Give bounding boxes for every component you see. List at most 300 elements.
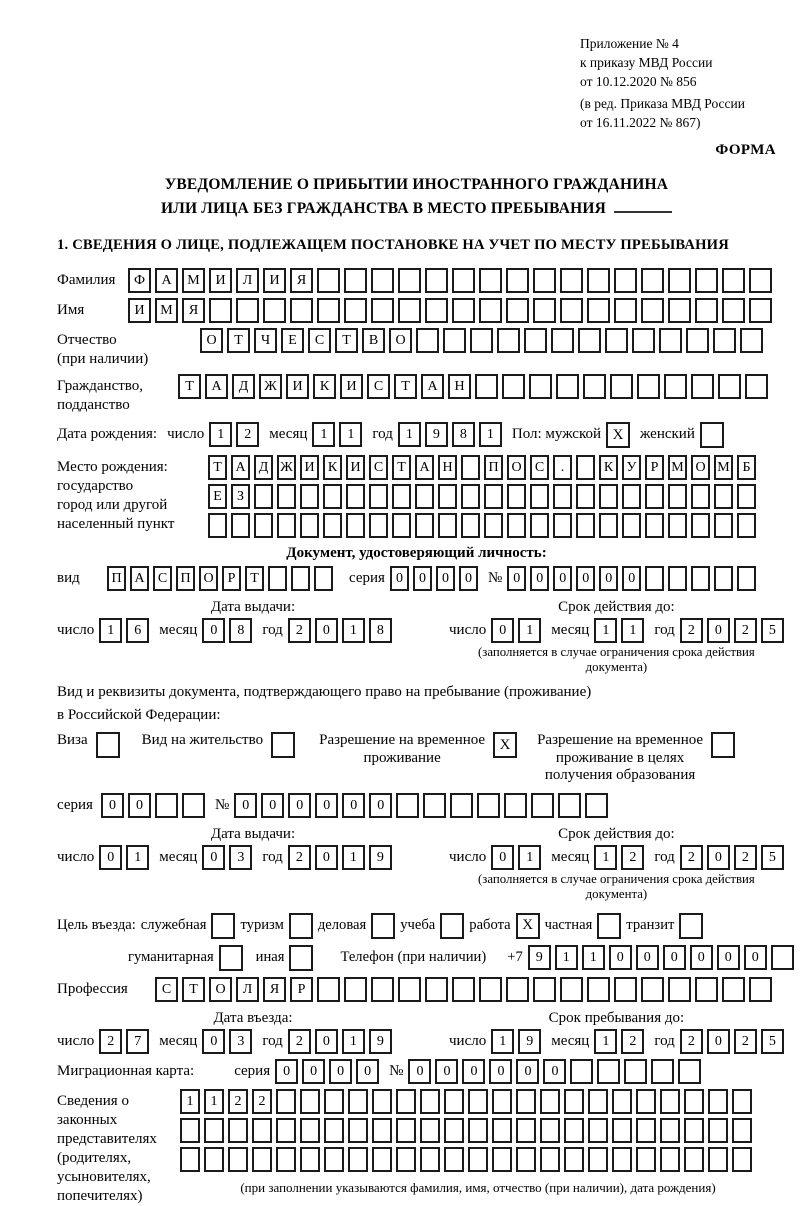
char-cell[interactable]: 2 [228,1089,248,1114]
char-cell[interactable]: А [421,374,444,399]
checkbox-temp-residence[interactable]: X [493,732,517,758]
char-cell[interactable]: 0 [202,1029,225,1054]
checkbox-purpose-tourism[interactable] [289,913,313,939]
char-cell[interactable]: К [313,374,336,399]
char-cell[interactable]: 9 [518,1029,541,1054]
char-cell[interactable] [300,513,319,538]
char-cell[interactable]: 0 [99,845,122,870]
char-cell[interactable] [612,1118,632,1143]
char-cell[interactable] [551,328,574,353]
char-cell[interactable] [369,513,388,538]
char-cell[interactable] [641,268,664,293]
char-cell[interactable] [344,298,367,323]
char-cell[interactable]: Л [236,268,259,293]
char-cell[interactable] [425,268,448,293]
char-cell[interactable] [622,513,641,538]
char-cell[interactable] [740,328,763,353]
char-cell[interactable]: Л [236,977,259,1002]
char-cell[interactable]: 0 [288,793,311,818]
char-cell[interactable] [324,1089,344,1114]
char-cell[interactable]: 9 [528,945,551,970]
checkbox-temp-residence-education[interactable] [711,732,735,758]
char-cell[interactable]: 2 [734,618,757,643]
char-cell[interactable] [624,1059,647,1084]
char-cell[interactable]: О [200,328,223,353]
char-cell[interactable]: 9 [369,845,392,870]
char-cell[interactable] [668,298,691,323]
char-cell[interactable] [641,977,664,1002]
char-cell[interactable]: 1 [126,845,149,870]
char-cell[interactable] [610,374,633,399]
char-cell[interactable]: 2 [99,1029,122,1054]
char-cell[interactable] [348,1118,368,1143]
char-cell[interactable] [576,484,595,509]
char-cell[interactable]: 0 [707,845,730,870]
char-cell[interactable] [531,793,554,818]
char-cell[interactable] [599,484,618,509]
char-cell[interactable]: 2 [288,845,311,870]
checkbox-purpose-transit[interactable] [679,913,703,939]
char-cell[interactable] [317,977,340,1002]
char-cell[interactable] [314,566,333,591]
char-cell[interactable]: 1 [99,618,122,643]
char-cell[interactable] [461,484,480,509]
char-cell[interactable] [276,1118,296,1143]
char-cell[interactable]: Я [182,298,205,323]
char-cell[interactable] [438,513,457,538]
char-cell[interactable] [605,328,628,353]
char-cell[interactable] [371,977,394,1002]
char-cell[interactable]: 0 [530,566,549,591]
char-cell[interactable]: Р [290,977,313,1002]
char-cell[interactable]: 1 [180,1089,200,1114]
char-cell[interactable] [708,1089,728,1114]
char-cell[interactable] [507,513,526,538]
checkbox-female[interactable] [700,422,724,448]
char-cell[interactable]: О [691,455,710,480]
char-cell[interactable] [204,1147,224,1172]
char-cell[interactable]: 0 [491,618,514,643]
char-cell[interactable] [737,484,756,509]
char-cell[interactable] [420,1089,440,1114]
char-cell[interactable] [372,1118,392,1143]
char-cell[interactable]: О [389,328,412,353]
char-cell[interactable]: 1 [594,618,617,643]
char-cell[interactable]: П [107,566,126,591]
char-cell[interactable]: 2 [680,1029,703,1054]
char-cell[interactable] [344,268,367,293]
char-cell[interactable] [718,374,741,399]
char-cell[interactable]: 0 [663,945,686,970]
char-cell[interactable] [737,566,756,591]
char-cell[interactable] [529,374,552,399]
char-cell[interactable]: И [128,298,151,323]
char-cell[interactable]: 0 [275,1059,298,1084]
char-cell[interactable] [722,977,745,1002]
char-cell[interactable] [722,268,745,293]
char-cell[interactable] [263,298,286,323]
char-cell[interactable]: 0 [707,618,730,643]
char-cell[interactable] [398,298,421,323]
char-cell[interactable] [645,513,664,538]
char-cell[interactable] [300,484,319,509]
checkbox-residence-permit[interactable] [271,732,295,758]
char-cell[interactable]: Т [178,374,201,399]
char-cell[interactable] [553,484,572,509]
char-cell[interactable]: 0 [576,566,595,591]
char-cell[interactable]: С [308,328,331,353]
char-cell[interactable] [553,513,572,538]
char-cell[interactable] [558,793,581,818]
char-cell[interactable] [423,793,446,818]
char-cell[interactable] [684,1089,704,1114]
char-cell[interactable]: 7 [126,1029,149,1054]
checkbox-purpose-private[interactable] [597,913,621,939]
char-cell[interactable]: 2 [680,618,703,643]
char-cell[interactable] [597,1059,620,1084]
char-cell[interactable] [587,977,610,1002]
char-cell[interactable] [236,298,259,323]
char-cell[interactable] [691,566,710,591]
char-cell[interactable] [636,1147,656,1172]
char-cell[interactable] [317,298,340,323]
char-cell[interactable]: 1 [312,422,335,447]
char-cell[interactable]: 3 [229,1029,252,1054]
char-cell[interactable]: 5 [761,1029,784,1054]
char-cell[interactable] [637,374,660,399]
char-cell[interactable] [507,484,526,509]
char-cell[interactable] [425,298,448,323]
char-cell[interactable] [252,1147,272,1172]
char-cell[interactable] [749,977,772,1002]
char-cell[interactable] [452,977,475,1002]
char-cell[interactable] [425,977,448,1002]
char-cell[interactable] [228,1118,248,1143]
char-cell[interactable] [396,1118,416,1143]
char-cell[interactable]: 0 [599,566,618,591]
char-cell[interactable]: 0 [413,566,432,591]
char-cell[interactable] [300,1147,320,1172]
char-cell[interactable]: 1 [518,618,541,643]
char-cell[interactable] [477,793,500,818]
char-cell[interactable] [208,513,227,538]
char-cell[interactable]: А [155,268,178,293]
char-cell[interactable]: М [668,455,687,480]
char-cell[interactable] [323,513,342,538]
char-cell[interactable]: Т [394,374,417,399]
char-cell[interactable] [668,268,691,293]
char-cell[interactable] [540,1147,560,1172]
char-cell[interactable] [583,374,606,399]
char-cell[interactable] [659,328,682,353]
char-cell[interactable] [492,1147,512,1172]
char-cell[interactable] [732,1147,752,1172]
char-cell[interactable] [612,1089,632,1114]
char-cell[interactable]: Ф [128,268,151,293]
char-cell[interactable]: 2 [288,1029,311,1054]
char-cell[interactable]: 0 [553,566,572,591]
char-cell[interactable] [317,268,340,293]
checkbox-purpose-official[interactable] [211,913,235,939]
checkbox-male[interactable]: X [606,422,630,448]
char-cell[interactable]: 2 [252,1089,272,1114]
char-cell[interactable]: 8 [452,422,475,447]
char-cell[interactable]: Т [392,455,411,480]
char-cell[interactable] [695,298,718,323]
char-cell[interactable] [695,977,718,1002]
char-cell[interactable] [645,484,664,509]
char-cell[interactable] [324,1147,344,1172]
char-cell[interactable] [372,1147,392,1172]
char-cell[interactable]: 0 [435,1059,458,1084]
char-cell[interactable]: Ж [259,374,282,399]
char-cell[interactable] [722,298,745,323]
char-cell[interactable]: Б [737,455,756,480]
char-cell[interactable] [651,1059,674,1084]
char-cell[interactable]: 0 [302,1059,325,1084]
char-cell[interactable] [660,1147,680,1172]
char-cell[interactable] [516,1089,536,1114]
char-cell[interactable] [632,328,655,353]
char-cell[interactable]: 0 [491,845,514,870]
char-cell[interactable] [492,1118,512,1143]
char-cell[interactable]: 2 [621,845,644,870]
char-cell[interactable] [324,1118,344,1143]
char-cell[interactable]: Р [222,566,241,591]
char-cell[interactable]: А [231,455,250,480]
char-cell[interactable] [691,374,714,399]
char-cell[interactable] [268,566,287,591]
char-cell[interactable] [684,1147,704,1172]
char-cell[interactable] [588,1089,608,1114]
char-cell[interactable] [492,1089,512,1114]
char-cell[interactable]: 1 [582,945,605,970]
char-cell[interactable] [475,374,498,399]
char-cell[interactable] [668,566,687,591]
char-cell[interactable]: 1 [342,1029,365,1054]
char-cell[interactable] [614,977,637,1002]
char-cell[interactable] [576,513,595,538]
char-cell[interactable]: 0 [436,566,455,591]
char-cell[interactable]: Т [208,455,227,480]
char-cell[interactable]: М [155,298,178,323]
char-cell[interactable]: 0 [707,1029,730,1054]
char-cell[interactable]: 0 [516,1059,539,1084]
checkbox-visa[interactable] [96,732,120,758]
char-cell[interactable]: 0 [489,1059,512,1084]
char-cell[interactable]: 0 [128,793,151,818]
char-cell[interactable] [369,484,388,509]
char-cell[interactable] [420,1147,440,1172]
char-cell[interactable] [180,1118,200,1143]
char-cell[interactable] [254,513,273,538]
char-cell[interactable]: Р [645,455,664,480]
checkbox-purpose-business[interactable] [371,913,395,939]
char-cell[interactable]: 0 [315,793,338,818]
char-cell[interactable] [564,1118,584,1143]
char-cell[interactable]: 0 [459,566,478,591]
char-cell[interactable]: Е [208,484,227,509]
char-cell[interactable] [588,1118,608,1143]
char-cell[interactable]: 1 [342,618,365,643]
char-cell[interactable]: Я [290,268,313,293]
char-cell[interactable]: С [367,374,390,399]
char-cell[interactable] [461,513,480,538]
char-cell[interactable]: 1 [342,845,365,870]
char-cell[interactable]: Т [227,328,250,353]
char-cell[interactable] [560,977,583,1002]
char-cell[interactable]: 0 [315,845,338,870]
char-cell[interactable] [254,484,273,509]
char-cell[interactable]: И [340,374,363,399]
char-cell[interactable]: 1 [491,1029,514,1054]
char-cell[interactable] [732,1089,752,1114]
char-cell[interactable]: А [130,566,149,591]
char-cell[interactable]: 0 [462,1059,485,1084]
char-cell[interactable]: 0 [636,945,659,970]
char-cell[interactable] [668,484,687,509]
char-cell[interactable] [182,793,205,818]
char-cell[interactable]: И [263,268,286,293]
char-cell[interactable] [444,1089,464,1114]
char-cell[interactable] [344,977,367,1002]
char-cell[interactable] [641,298,664,323]
char-cell[interactable]: О [199,566,218,591]
char-cell[interactable] [484,484,503,509]
char-cell[interactable]: М [714,455,733,480]
char-cell[interactable]: С [153,566,172,591]
char-cell[interactable] [771,945,794,970]
char-cell[interactable]: Т [335,328,358,353]
char-cell[interactable] [691,484,710,509]
char-cell[interactable] [502,374,525,399]
char-cell[interactable] [468,1089,488,1114]
char-cell[interactable]: 2 [236,422,259,447]
char-cell[interactable] [664,374,687,399]
char-cell[interactable] [714,484,733,509]
char-cell[interactable] [533,977,556,1002]
char-cell[interactable]: 1 [479,422,502,447]
char-cell[interactable]: 2 [734,1029,757,1054]
char-cell[interactable]: А [415,455,434,480]
char-cell[interactable] [479,268,502,293]
char-cell[interactable]: 0 [744,945,767,970]
char-cell[interactable]: 1 [209,422,232,447]
char-cell[interactable] [516,1118,536,1143]
char-cell[interactable] [506,298,529,323]
char-cell[interactable] [444,1118,464,1143]
char-cell[interactable] [468,1147,488,1172]
char-cell[interactable] [290,298,313,323]
char-cell[interactable]: 0 [717,945,740,970]
char-cell[interactable] [714,566,733,591]
char-cell[interactable] [540,1089,560,1114]
char-cell[interactable]: 0 [622,566,641,591]
char-cell[interactable] [599,513,618,538]
char-cell[interactable] [737,513,756,538]
char-cell[interactable]: К [599,455,618,480]
char-cell[interactable] [252,1118,272,1143]
char-cell[interactable]: 1 [594,1029,617,1054]
char-cell[interactable] [323,484,342,509]
char-cell[interactable] [452,298,475,323]
char-cell[interactable] [204,1118,224,1143]
char-cell[interactable]: П [176,566,195,591]
char-cell[interactable] [645,566,664,591]
char-cell[interactable] [713,328,736,353]
char-cell[interactable] [749,268,772,293]
char-cell[interactable]: 1 [398,422,421,447]
char-cell[interactable] [348,1089,368,1114]
char-cell[interactable] [444,1147,464,1172]
char-cell[interactable] [587,268,610,293]
char-cell[interactable] [668,513,687,538]
char-cell[interactable]: Д [232,374,255,399]
char-cell[interactable] [420,1118,440,1143]
char-cell[interactable] [276,1089,296,1114]
char-cell[interactable]: С [155,977,178,1002]
char-cell[interactable] [398,977,421,1002]
char-cell[interactable] [396,793,419,818]
char-cell[interactable] [588,1147,608,1172]
char-cell[interactable] [556,374,579,399]
char-cell[interactable]: 0 [329,1059,352,1084]
char-cell[interactable]: 0 [390,566,409,591]
char-cell[interactable] [614,268,637,293]
char-cell[interactable]: Ж [277,455,296,480]
char-cell[interactable] [468,1118,488,1143]
char-cell[interactable] [276,1147,296,1172]
char-cell[interactable] [622,484,641,509]
char-cell[interactable] [479,977,502,1002]
char-cell[interactable]: В [362,328,385,353]
char-cell[interactable]: У [622,455,641,480]
char-cell[interactable]: 0 [408,1059,431,1084]
char-cell[interactable] [180,1147,200,1172]
char-cell[interactable] [530,513,549,538]
char-cell[interactable]: 5 [761,845,784,870]
char-cell[interactable] [415,513,434,538]
char-cell[interactable] [570,1059,593,1084]
char-cell[interactable] [614,298,637,323]
char-cell[interactable]: 0 [543,1059,566,1084]
char-cell[interactable] [450,793,473,818]
char-cell[interactable] [714,513,733,538]
char-cell[interactable]: 0 [369,793,392,818]
char-cell[interactable] [396,1089,416,1114]
char-cell[interactable] [209,298,232,323]
char-cell[interactable]: И [286,374,309,399]
char-cell[interactable]: И [209,268,232,293]
char-cell[interactable] [564,1089,584,1114]
checkbox-purpose-other[interactable] [289,945,313,971]
char-cell[interactable]: О [209,977,232,1002]
char-cell[interactable]: 0 [202,618,225,643]
char-cell[interactable] [392,513,411,538]
char-cell[interactable] [371,268,394,293]
char-cell[interactable] [506,268,529,293]
char-cell[interactable] [396,1147,416,1172]
char-cell[interactable]: К [323,455,342,480]
char-cell[interactable] [516,1147,536,1172]
char-cell[interactable]: 5 [761,618,784,643]
char-cell[interactable]: Я [263,977,286,1002]
char-cell[interactable]: И [300,455,319,480]
char-cell[interactable] [438,484,457,509]
char-cell[interactable] [346,513,365,538]
char-cell[interactable] [564,1147,584,1172]
char-cell[interactable]: Ч [254,328,277,353]
